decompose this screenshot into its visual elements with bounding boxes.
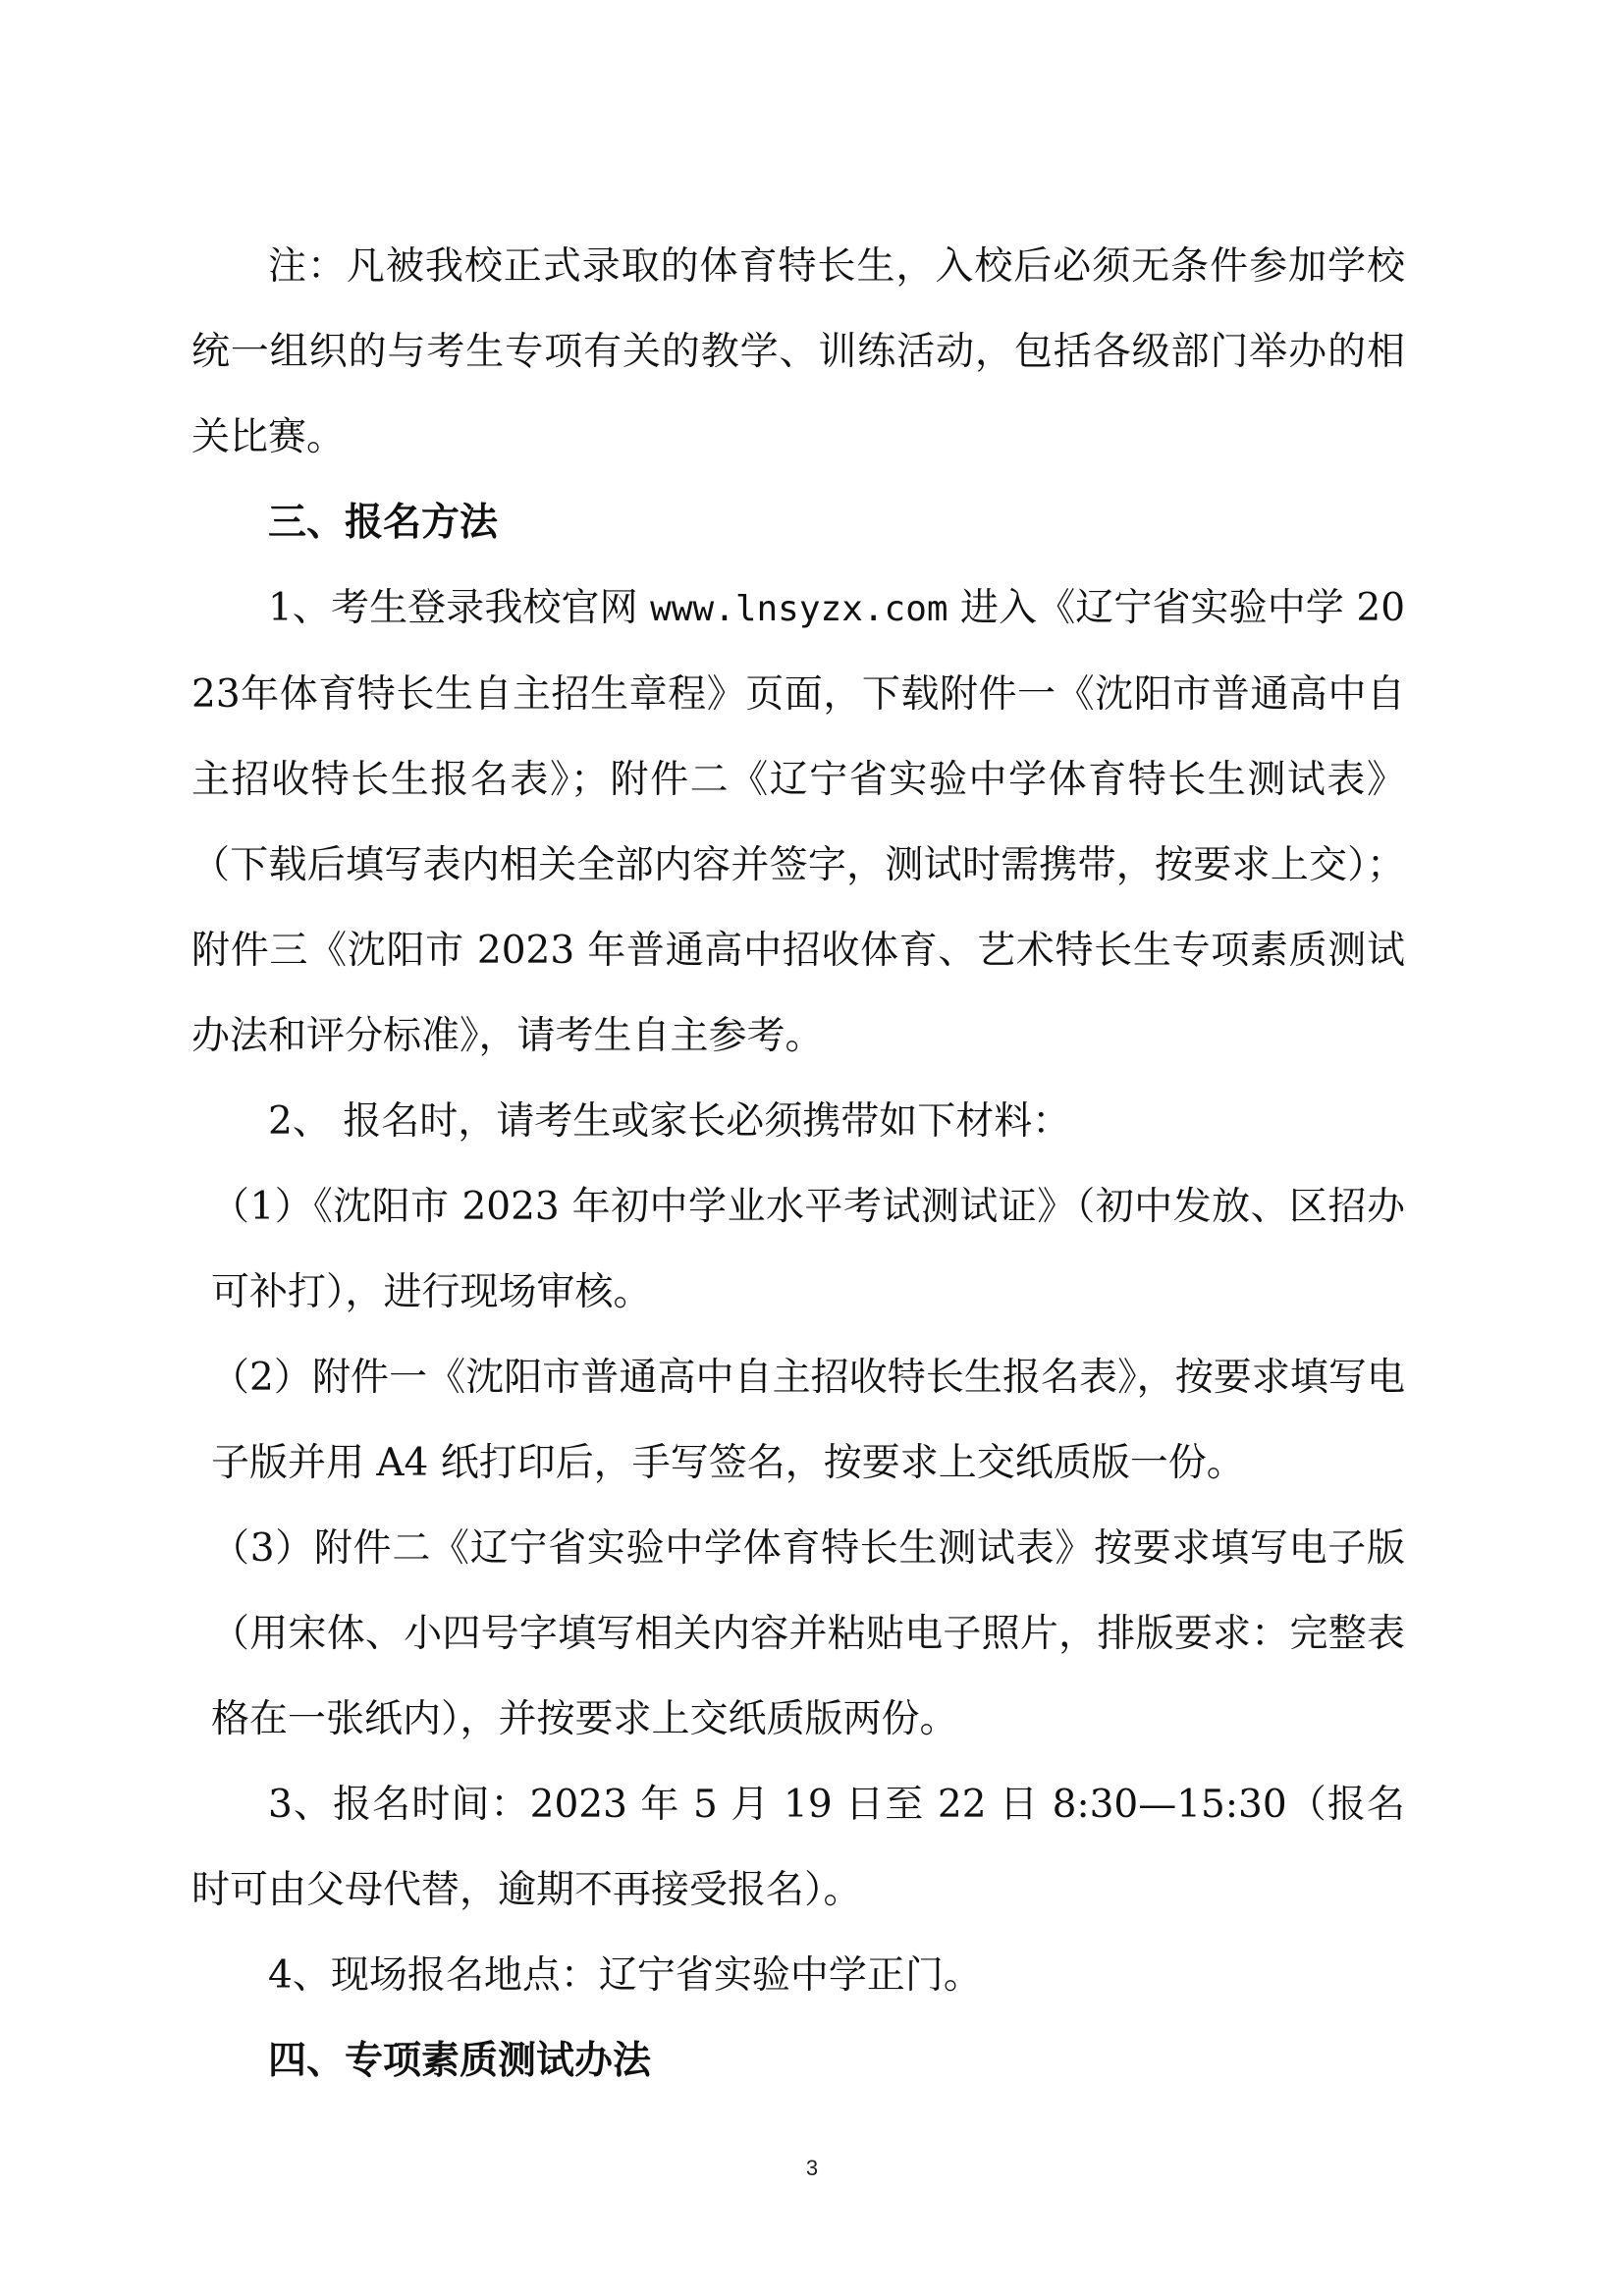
note-paragraph: 注：凡被我校正式录取的体育特长生，入校后必须无条件参加学校统一组织的与考生专项有关的教学、训练活动，包括各级部门举办的相关比赛。 <box>191 244 1405 459</box>
document-page <box>191 224 1405 2104</box>
section4-heading: 四、专项素质测试办法 <box>268 2038 652 2083</box>
section3-heading: 三、报名方法 <box>268 500 499 545</box>
item1-text-after: 进入《辽宁省实验中学 2023年体育特长生自主招生章程》页面，下载附件一《沈阳市普通高中自主招收特长生报名表》；附件二《辽宁省实验中学体育特长生测试表》（下载后填写表内相关全部内容并签字，测试时需携带，按要求上交）；附件三《沈阳市 2023 年普通高中招收体育、艺术特长生专项素质测试办法和评分标准》，请考生自主参考。 <box>191 586 1406 1058</box>
page-number: 3 <box>805 2156 819 2180</box>
item1-text-before: 1、考生登录我校官网 <box>268 586 651 630</box>
section3-sub2: （2）附件一《沈阳市普通高中自主招收特长生报名表》，按要求填写电子版并用 A4 纸打印后，手写签名，按要求上交纸质版一份。 <box>211 1356 1405 1485</box>
school-website-link[interactable]: www.lnsyzx.com <box>650 589 948 629</box>
section3-item1 <box>191 565 1405 1079</box>
section3-sub3: （3）附件二《辽宁省实验中学体育特长生测试表》按要求填写电子版（用宋体、小四号字填写相关内容并粘贴电子照片，排版要求：完整表格在一张纸内），并按要求上交纸质版两份。 <box>211 1526 1405 1741</box>
section3-item2: 2、 报名时，请考生或家长必须携带如下材料： <box>268 1099 1071 1144</box>
section3-item3: 3、报名时间：2023 年 5 月 19 日至 22 日 8:30—15:30（报名时可由父母代替，逾期不再接受报名）。 <box>191 1783 1405 1912</box>
section3-sub1: （1）《沈阳市 2023 年初中学业水平考试测试证》（初中发放、区招办可补打），进行现场审核。 <box>211 1185 1405 1314</box>
section3-item4: 4、现场报名地点：辽宁省实验中学正门。 <box>268 1953 982 1998</box>
